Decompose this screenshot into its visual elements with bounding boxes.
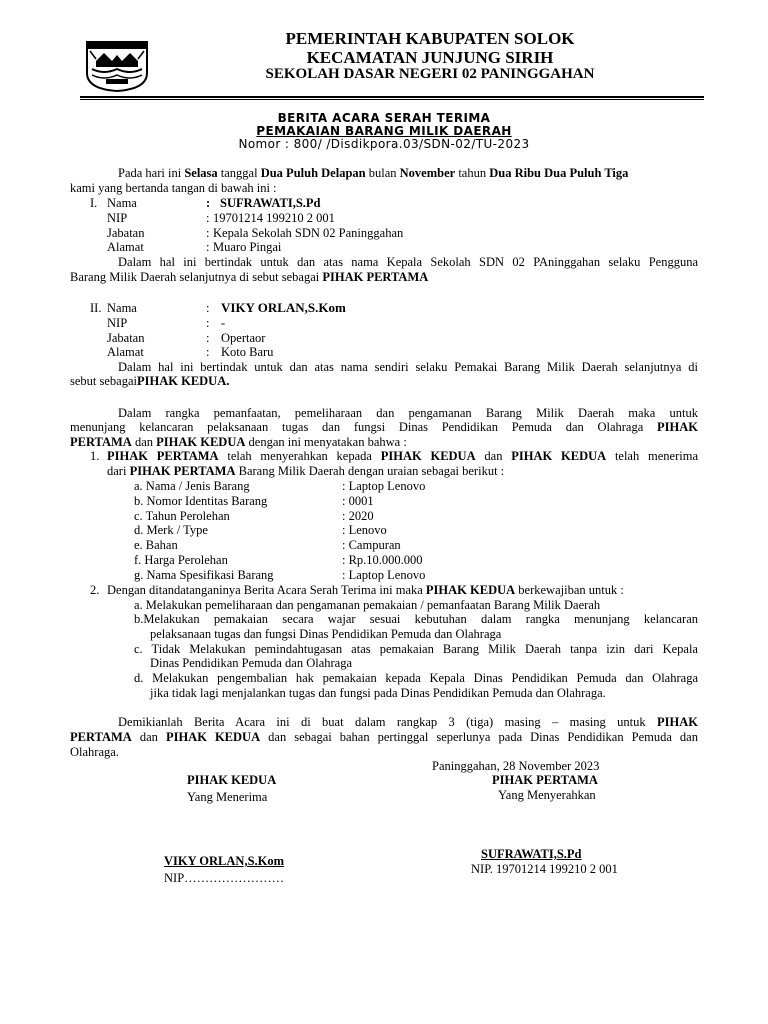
party1-name-value: SUFRAWATI,S.Pd xyxy=(220,196,321,210)
right-signer-name: SUFRAWATI,S.Pd xyxy=(481,847,582,861)
party1-colon: : xyxy=(206,240,210,254)
party1-nip-value: 19701214 199210 2 001 xyxy=(213,211,335,225)
item1-line2: dari PIHAK PERTAMA Barang Milik Daerah dengan uraian sebagai berikut : xyxy=(107,464,505,478)
obligation-b-line2: pelaksanaan tugas dan fungsi Dinas Pendidikan Pemuda dan Olahraga xyxy=(150,627,502,641)
kop-divider-thick xyxy=(80,96,704,98)
party2-nip-value: - xyxy=(221,316,226,330)
goods-label: f. Harga Perolehan xyxy=(134,553,228,567)
kop-divider-thin xyxy=(80,99,704,100)
party2-label-name: Nama xyxy=(107,301,137,315)
opening-line-2: kami yang bertanda tangan di bawah ini : xyxy=(70,181,277,195)
goods-label: e. Bahan xyxy=(134,538,178,552)
party2-desc-line2: sebut sebagaiPIHAK KEDUA. xyxy=(70,374,230,388)
goods-value: : Laptop Lenovo xyxy=(342,479,426,493)
party1-colon: : xyxy=(206,196,211,210)
party2-label-nip: NIP xyxy=(107,316,128,330)
item1-number: 1. xyxy=(90,449,100,463)
left-signer-nip: NIP…………………… xyxy=(164,871,285,885)
body-para-line2: menunjang kelancaran pelaksanaan tugas dan fungsi Dinas Pendidikan Pemuda dan Olahraga PIHAK xyxy=(70,420,698,434)
party2-colon: : xyxy=(206,316,210,330)
kop-line-2: KECAMATAN JUNJUNG SIRIH xyxy=(306,48,554,67)
obligation-b-line1: b.Melakukan pemakaian secara wajar sesuai kebutuhan dalam rangka menunjang kelancaran xyxy=(134,612,698,626)
item2-number: 2. xyxy=(90,583,100,597)
party2-colon: : xyxy=(206,331,210,345)
obligation-d-line2: jika tidak lagi menjalankan tugas dan fungsi pada Dinas Pendidikan Pemuda dan Olahraga. xyxy=(150,686,606,700)
body-para-line1: Dalam rangka pemanfaatan, pemeliharaan dan pengamanan Barang Milik Daerah maka untuk xyxy=(118,406,698,420)
goods-label: g. Nama Spesifikasi Barang xyxy=(134,568,274,582)
party1-label-name: Nama xyxy=(107,196,137,210)
right-signer-role: PIHAK PERTAMA xyxy=(492,773,598,787)
obligation-c-line1: c. Tidak Melakukan pemindahtugasan atas pemakaian Barang Milik Daerah tanpa izin dari Kepala xyxy=(134,642,698,656)
party2-colon: : xyxy=(206,301,210,315)
goods-value: : 0001 xyxy=(342,494,374,508)
party1-desc-line1: Dalam hal ini bertindak untuk dan atas nama Kepala Sekolah SDN 02 PAninggahan selaku Pengguna xyxy=(118,255,698,269)
goods-label: b. Nomor Identitas Barang xyxy=(134,494,268,508)
goods-value: : Campuran xyxy=(342,538,401,552)
item1-line1: PIHAK PERTAMA telah menyerahkan kepada PIHAK KEDUA dan PIHAK KEDUA telah menerima xyxy=(107,449,698,463)
obligation-c-line2: Dinas Pendidikan Pemuda dan Olahraga xyxy=(150,656,353,670)
goods-label: a. Nama / Jenis Barang xyxy=(134,479,250,493)
party1-jabatan-value: Kepala Sekolah SDN 02 Paninggahan xyxy=(213,226,404,240)
party2-name-value: VIKY ORLAN,S.Kom xyxy=(221,300,346,315)
goods-value: : Rp.10.000.000 xyxy=(342,553,423,567)
closing-line2: PERTAMA dan PIHAK KEDUA dan sebagai bahan pertinggal seperlunya pada Dinas Pendidikan Pemuda dan xyxy=(70,730,698,744)
party2-label-alamat: Alamat xyxy=(107,345,144,359)
party1-colon: : xyxy=(206,211,210,225)
closing-line1: Demikianlah Berita Acara ini di buat dalam rangkap 3 (tiga) masing – masing untuk PIHAK xyxy=(118,715,698,729)
goods-value: : Laptop Lenovo xyxy=(342,568,426,582)
goods-value: : 2020 xyxy=(342,509,374,523)
kop-line-3: SEKOLAH DASAR NEGERI 02 PANINGGAHAN xyxy=(265,66,595,82)
party2-alamat-value: Koto Baru xyxy=(221,345,274,359)
party2-desc-line1: Dalam hal ini bertindak untuk dan atas nama sendiri selaku Pemakai Barang Milik Daerah selanjutnya di xyxy=(118,360,698,374)
doc-subtitle: PEMAKAIAN BARANG MILIK DAERAH xyxy=(256,124,512,138)
party1-desc-line2: Barang Milik Daerah selanjutnya di sebut sebagai PIHAK PERTAMA xyxy=(70,270,429,284)
body-para-line3: PERTAMA dan PIHAK KEDUA dengan ini menyatakan bahwa : xyxy=(70,435,407,449)
left-signer-role: PIHAK KEDUA xyxy=(187,773,277,787)
item2-line: Dengan ditandatanganinya Berita Acara Serah Terima ini maka PIHAK KEDUA berkewajiban untuk : xyxy=(107,583,624,597)
goods-label: d. Merk / Type xyxy=(134,523,208,537)
party1-colon: : xyxy=(206,226,210,240)
goods-label: c. Tahun Perolehan xyxy=(134,509,230,523)
party1-label-jabatan: Jabatan xyxy=(107,226,145,240)
place-date: Paninggahan, 28 November 2023 xyxy=(432,759,600,773)
obligation-a: a. Melakukan pemeliharaan dan pengamanan pemakaian / pemanfaatan Barang Milik Daerah xyxy=(134,598,601,612)
party1-label-nip: NIP xyxy=(107,211,128,225)
closing-line3: Olahraga. xyxy=(70,745,119,759)
doc-number: Nomor : 800/ /Disdikpora.03/SDN-02/TU-2023 xyxy=(238,137,530,151)
left-signer-sub: Yang Menerima xyxy=(187,790,268,804)
party1-number: I. xyxy=(90,196,98,210)
party2-colon: : xyxy=(206,345,210,359)
opening-line: Pada hari ini Selasa tanggal Dua Puluh Delapan bulan November tahun Dua Ribu Dua Puluh Tiga xyxy=(118,166,629,180)
right-signer-sub: Yang Menyerahkan xyxy=(498,788,596,802)
party1-alamat-value: Muaro Pingai xyxy=(213,240,282,254)
doc-title: BERITA ACARA SERAH TERIMA xyxy=(277,111,491,125)
kabupaten-solok-emblem-icon xyxy=(84,39,150,93)
kop-line-1: PEMERINTAH KABUPATEN SOLOK xyxy=(285,29,575,48)
obligation-d-line1: d. Melakukan pengembalian hak pemakaian kepada Kepala Dinas Pendidikan Pemuda dan Olahraga xyxy=(134,671,698,685)
party1-label-alamat: Alamat xyxy=(107,240,144,254)
left-signer-name: VIKY ORLAN,S.Kom xyxy=(164,854,285,868)
party2-number: II. xyxy=(90,301,102,315)
party2-label-jabatan: Jabatan xyxy=(107,331,145,345)
goods-value: : Lenovo xyxy=(342,523,387,537)
right-signer-nip: NIP. 19701214 199210 2 001 xyxy=(471,862,618,876)
party2-jabatan-value: Opertaor xyxy=(221,331,266,345)
